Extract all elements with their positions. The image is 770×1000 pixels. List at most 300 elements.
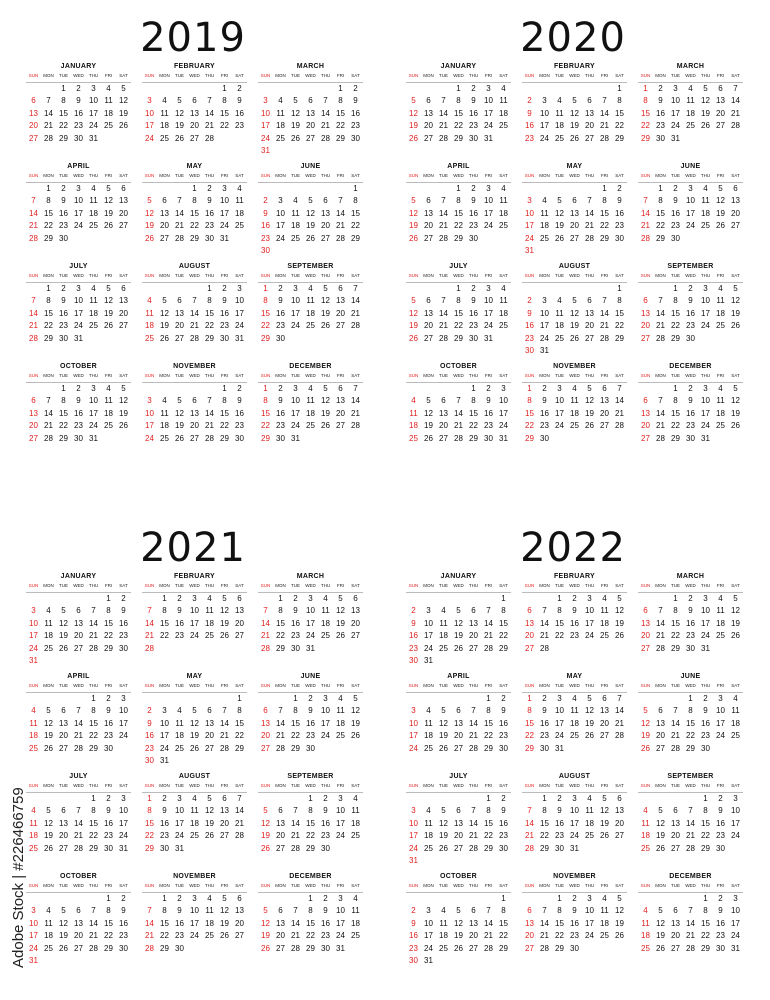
- week-row: [142, 195, 247, 207]
- day-cell: 4: [557, 296, 562, 306]
- day-cell: 19: [190, 731, 199, 741]
- weekday-label: TUE: [671, 883, 680, 888]
- month-name: MAY: [566, 163, 583, 170]
- day-cell: 30: [175, 943, 184, 953]
- empty-day-cell: [436, 383, 451, 395]
- day-cell: 23: [351, 121, 360, 131]
- weekday-label: TUE: [175, 73, 184, 78]
- week-row: [142, 83, 247, 95]
- day-cell: 14: [469, 818, 478, 828]
- day-cell: 19: [656, 931, 665, 941]
- day-cell: 12: [585, 706, 594, 716]
- day-cell: 13: [59, 818, 68, 828]
- day-cell: 2: [688, 594, 693, 603]
- month-name: APRIL: [67, 673, 90, 680]
- week-row: [258, 320, 363, 332]
- day-cell: 9: [222, 296, 227, 306]
- day-cell: 27: [600, 731, 609, 741]
- weekday-label: MON: [159, 73, 170, 78]
- month-september: [638, 262, 743, 362]
- day-cell: 6: [31, 96, 36, 106]
- day-cell: 24: [220, 221, 229, 231]
- day-cell: 18: [89, 208, 98, 218]
- day-cell: 10: [291, 396, 300, 406]
- week-row: [406, 395, 511, 407]
- day-cell: 6: [31, 396, 36, 406]
- day-cell: 25: [336, 731, 345, 741]
- day-cell: 15: [59, 108, 68, 118]
- day-cell: 9: [106, 806, 111, 816]
- day-cell: 7: [76, 806, 81, 816]
- day-cell: 27: [469, 643, 478, 653]
- month-february: [142, 62, 247, 162]
- day-cell: 20: [439, 421, 448, 431]
- day-cell: 11: [716, 396, 725, 406]
- day-cell: 18: [716, 618, 725, 628]
- empty-day-cell: [436, 183, 451, 195]
- month-november: [142, 362, 247, 462]
- day-cell: 4: [426, 806, 431, 816]
- day-cell: 8: [308, 906, 313, 916]
- day-cell: 20: [29, 121, 38, 131]
- day-cell: 16: [671, 208, 680, 218]
- day-cell: 1: [602, 184, 607, 193]
- weekday-label: FRI: [220, 173, 229, 178]
- day-cell: 16: [175, 618, 184, 628]
- weekday-label: FRI: [220, 273, 229, 278]
- week-row: [406, 95, 511, 107]
- day-cell: 14: [74, 718, 83, 728]
- day-cell: 14: [484, 918, 493, 928]
- day-cell: 26: [570, 333, 579, 343]
- day-cell: 1: [643, 84, 648, 93]
- day-cell: 3: [411, 706, 416, 716]
- week-row: [258, 295, 363, 307]
- day-cell: 23: [321, 931, 330, 941]
- month-march: [638, 62, 743, 162]
- day-cell: 7: [76, 706, 81, 716]
- weekday-label: TUE: [291, 173, 300, 178]
- weekday-label: TUE: [671, 173, 680, 178]
- week-row: [142, 95, 247, 107]
- day-cell: 16: [276, 408, 285, 418]
- weekday-label: TUE: [175, 273, 184, 278]
- empty-day-cell: [537, 183, 552, 195]
- day-cell: 3: [486, 284, 491, 293]
- day-cell: 4: [207, 594, 212, 603]
- day-cell: 11: [306, 396, 315, 406]
- day-cell: 8: [658, 196, 663, 206]
- day-cell: 3: [293, 384, 298, 393]
- day-cell: 7: [323, 96, 328, 106]
- day-cell: 9: [703, 706, 708, 716]
- day-cell: 30: [220, 333, 229, 343]
- day-cell: 14: [641, 208, 650, 218]
- weekday-label: SUN: [408, 173, 419, 178]
- month-name: OCTOBER: [440, 363, 477, 370]
- weekday-label: SAT: [615, 73, 624, 78]
- day-cell: 4: [91, 184, 96, 193]
- day-cell: 14: [235, 806, 244, 816]
- weekday-label: WED: [73, 683, 84, 688]
- day-cell: 19: [656, 831, 665, 841]
- day-cell: 15: [641, 108, 650, 118]
- week-row: [142, 930, 247, 942]
- week-row: [258, 605, 363, 617]
- day-cell: 2: [718, 894, 723, 903]
- empty-day-cell: [638, 183, 653, 195]
- day-cell: 23: [59, 221, 68, 231]
- day-cell: 20: [74, 631, 83, 641]
- weekday-label: FRI: [716, 583, 725, 588]
- week-row: [26, 308, 131, 320]
- day-cell: 15: [104, 918, 113, 928]
- day-cell: 20: [336, 308, 345, 318]
- week-row: [522, 395, 627, 407]
- weekday-label: SUN: [408, 73, 419, 78]
- week-row: [142, 843, 247, 855]
- day-cell: 23: [570, 631, 579, 641]
- week-row: [258, 630, 363, 642]
- day-cell: 12: [44, 818, 53, 828]
- day-cell: 2: [278, 284, 283, 293]
- day-cell: 27: [671, 943, 680, 953]
- weekday-label: THU: [700, 173, 711, 178]
- weekday-label: WED: [73, 173, 84, 178]
- day-cell: 23: [175, 931, 184, 941]
- day-cell: 11: [499, 196, 508, 206]
- day-cell: 31: [424, 955, 433, 965]
- day-cell: 27: [439, 433, 448, 443]
- day-cell: 26: [190, 743, 199, 753]
- empty-day-cell: [481, 893, 496, 905]
- day-cell: 7: [222, 706, 227, 716]
- month-name: OCTOBER: [60, 873, 97, 880]
- day-cell: 29: [641, 133, 650, 143]
- day-cell: 9: [121, 606, 126, 616]
- day-cell: 20: [190, 421, 199, 431]
- day-cell: 25: [29, 843, 38, 853]
- month-april: [26, 162, 131, 262]
- day-cell: 2: [658, 84, 663, 93]
- day-cell: 22: [540, 831, 549, 841]
- day-cell: 27: [59, 743, 68, 753]
- weekday-label: FRI: [484, 883, 493, 888]
- day-cell: 29: [469, 433, 478, 443]
- weekday-header: [142, 782, 247, 793]
- day-cell: 3: [192, 894, 197, 903]
- day-cell: 12: [454, 918, 463, 928]
- month-august: [142, 772, 247, 872]
- day-cell: 20: [600, 408, 609, 418]
- day-cell: 16: [716, 918, 725, 928]
- day-cell: 15: [261, 308, 270, 318]
- week-row: [142, 208, 247, 220]
- day-cell: 25: [701, 221, 710, 231]
- day-cell: 24: [525, 233, 534, 243]
- month-name: MAY: [186, 163, 203, 170]
- day-cell: 17: [686, 208, 695, 218]
- day-cell: 6: [456, 806, 461, 816]
- day-cell: 30: [306, 743, 315, 753]
- day-cell: 17: [409, 731, 418, 741]
- day-cell: 22: [205, 321, 214, 331]
- week-row: [142, 395, 247, 407]
- day-cell: 4: [501, 84, 506, 93]
- day-cell: 20: [306, 121, 315, 131]
- day-cell: 1: [688, 694, 693, 703]
- day-cell: 10: [261, 108, 270, 118]
- day-cell: 17: [306, 618, 315, 628]
- day-cell: 25: [499, 221, 508, 231]
- weekday-label: MON: [159, 273, 170, 278]
- weekday-header: [26, 682, 131, 693]
- day-cell: 13: [671, 918, 680, 928]
- day-cell: 7: [293, 806, 298, 816]
- day-cell: 24: [291, 321, 300, 331]
- week-row: [26, 630, 131, 642]
- weekday-label: FRI: [600, 783, 609, 788]
- week-row: [406, 220, 511, 232]
- day-cell: 23: [104, 731, 113, 741]
- day-cell: 9: [471, 296, 476, 306]
- weekday-label: MON: [655, 173, 666, 178]
- week-row: [406, 183, 511, 195]
- empty-day-cell: [421, 693, 436, 705]
- day-cell: 11: [600, 906, 609, 916]
- empty-day-cell: [421, 383, 436, 395]
- weekday-label: WED: [305, 273, 316, 278]
- empty-day-cell: [436, 893, 451, 905]
- day-cell: 9: [293, 606, 298, 616]
- day-cell: 11: [716, 296, 725, 306]
- day-cell: 20: [454, 731, 463, 741]
- empty-day-cell: [522, 893, 537, 905]
- day-cell: 1: [293, 694, 298, 703]
- week-row: [142, 433, 247, 445]
- day-cell: 25: [641, 943, 650, 953]
- month-name: DECEMBER: [289, 873, 332, 880]
- weekday-label: THU: [700, 583, 711, 588]
- week-row: [522, 830, 627, 842]
- day-cell: 2: [411, 606, 416, 616]
- weekday-label: SAT: [615, 783, 624, 788]
- day-cell: 9: [572, 906, 577, 916]
- weekday-header: [258, 882, 363, 893]
- day-cell: 1: [192, 184, 197, 193]
- months-grid: [406, 62, 743, 462]
- weekday-label: FRI: [336, 173, 345, 178]
- weekday-label: MON: [655, 683, 666, 688]
- day-cell: 9: [61, 196, 66, 206]
- day-cell: 30: [469, 233, 478, 243]
- day-cell: 27: [600, 421, 609, 431]
- day-cell: 17: [175, 818, 184, 828]
- day-cell: 30: [205, 233, 214, 243]
- day-cell: 8: [308, 806, 313, 816]
- empty-day-cell: [273, 183, 288, 195]
- weekday-header: [638, 682, 743, 693]
- day-cell: 18: [291, 221, 300, 231]
- day-cell: 27: [525, 643, 534, 653]
- day-cell: 15: [220, 408, 229, 418]
- day-cell: 10: [540, 108, 549, 118]
- day-cell: 7: [602, 296, 607, 306]
- week-row: [26, 793, 131, 805]
- month-name: DECEMBER: [669, 363, 712, 370]
- day-cell: 8: [237, 706, 242, 716]
- day-cell: 10: [89, 96, 98, 106]
- day-cell: 1: [338, 84, 343, 93]
- weekday-header: [142, 582, 247, 593]
- day-cell: 13: [261, 718, 270, 728]
- day-cell: 13: [29, 108, 38, 118]
- day-cell: 10: [525, 208, 534, 218]
- weekday-label: SAT: [119, 883, 128, 888]
- day-cell: 9: [76, 96, 81, 106]
- day-cell: 5: [293, 96, 298, 106]
- day-cell: 30: [321, 843, 330, 853]
- week-row: [258, 705, 363, 717]
- week-row: [258, 145, 363, 157]
- day-cell: 23: [74, 121, 83, 131]
- day-cell: 22: [160, 931, 169, 941]
- week-row: [258, 83, 363, 95]
- weekday-label: SAT: [615, 883, 624, 888]
- empty-day-cell: [653, 893, 668, 905]
- month-name: APRIL: [67, 163, 90, 170]
- day-cell: 6: [353, 594, 358, 603]
- day-cell: 18: [570, 408, 579, 418]
- day-cell: 9: [121, 906, 126, 916]
- day-cell: 14: [615, 706, 624, 716]
- day-cell: 19: [615, 918, 624, 928]
- day-cell: 29: [454, 133, 463, 143]
- day-cell: 30: [540, 743, 549, 753]
- day-cell: 15: [686, 718, 695, 728]
- day-cell: 25: [291, 233, 300, 243]
- weekday-label: SUN: [408, 583, 419, 588]
- day-cell: 3: [76, 184, 81, 193]
- day-cell: 22: [261, 421, 270, 431]
- week-row: [638, 320, 743, 332]
- day-cell: 11: [499, 96, 508, 106]
- day-cell: 11: [306, 296, 315, 306]
- day-cell: 15: [44, 308, 53, 318]
- day-cell: 6: [471, 906, 476, 916]
- day-cell: 22: [190, 221, 199, 231]
- day-cell: 15: [555, 618, 564, 628]
- weekday-label: FRI: [336, 373, 345, 378]
- day-cell: 9: [353, 96, 358, 106]
- day-cell: 1: [486, 694, 491, 703]
- day-cell: 14: [29, 208, 38, 218]
- day-cell: 14: [351, 396, 360, 406]
- day-cell: 5: [411, 96, 416, 106]
- weekday-label: TUE: [555, 73, 564, 78]
- day-cell: 28: [261, 643, 270, 653]
- day-cell: 8: [61, 396, 66, 406]
- day-cell: 2: [617, 184, 622, 193]
- day-cell: 16: [469, 108, 478, 118]
- week-row: [258, 433, 363, 445]
- weekday-label: WED: [685, 783, 696, 788]
- day-cell: 31: [306, 643, 315, 653]
- weekday-label: WED: [453, 373, 464, 378]
- day-cell: 20: [641, 321, 650, 331]
- week-row: [638, 283, 743, 295]
- week-row: [258, 818, 363, 830]
- empty-day-cell: [668, 893, 683, 905]
- week-row: [406, 295, 511, 307]
- week-row: [26, 208, 131, 220]
- week-row: [142, 755, 247, 767]
- day-cell: 18: [499, 208, 508, 218]
- weekday-header: [522, 372, 627, 383]
- day-cell: 31: [89, 433, 98, 443]
- day-cell: 27: [59, 843, 68, 853]
- weekday-label: MON: [655, 373, 666, 378]
- day-cell: 19: [119, 108, 128, 118]
- day-cell: 10: [731, 906, 740, 916]
- month-january: [26, 572, 131, 672]
- day-cell: 18: [336, 718, 345, 728]
- day-cell: 12: [336, 606, 345, 616]
- empty-day-cell: [172, 83, 187, 95]
- weekday-label: THU: [320, 883, 331, 888]
- day-cell: 14: [145, 618, 154, 628]
- day-cell: 9: [237, 396, 242, 406]
- day-cell: 27: [276, 943, 285, 953]
- empty-day-cell: [273, 693, 288, 705]
- weekday-label: MON: [539, 683, 550, 688]
- day-cell: 6: [572, 196, 577, 206]
- day-cell: 15: [44, 208, 53, 218]
- day-cell: 6: [237, 594, 242, 603]
- month-name: NOVEMBER: [173, 873, 216, 880]
- day-cell: 28: [656, 433, 665, 443]
- empty-day-cell: [421, 83, 436, 95]
- day-cell: 2: [61, 184, 66, 193]
- empty-day-cell: [522, 793, 537, 805]
- weekday-label: TUE: [555, 583, 564, 588]
- day-cell: 23: [615, 221, 624, 231]
- day-cell: 7: [456, 396, 461, 406]
- day-cell: 27: [220, 831, 229, 841]
- month-name: JUNE: [300, 163, 321, 170]
- week-row: [142, 605, 247, 617]
- day-cell: 19: [585, 718, 594, 728]
- day-cell: 8: [222, 396, 227, 406]
- day-cell: 6: [587, 296, 592, 306]
- empty-day-cell: [653, 383, 668, 395]
- month-december: [638, 872, 743, 972]
- year-block-2021: [23, 525, 363, 571]
- week-row: [26, 693, 131, 705]
- weekday-header: [406, 272, 511, 283]
- weekday-label: THU: [584, 73, 595, 78]
- week-row: [638, 383, 743, 395]
- weekday-label: SUN: [640, 583, 651, 588]
- day-cell: 30: [104, 743, 113, 753]
- day-cell: 22: [89, 731, 98, 741]
- day-cell: 3: [542, 96, 547, 106]
- months-grid: [26, 572, 363, 972]
- day-cell: 6: [76, 906, 81, 916]
- day-cell: 11: [570, 396, 579, 406]
- weekday-header: [406, 582, 511, 593]
- weekday-label: FRI: [104, 173, 113, 178]
